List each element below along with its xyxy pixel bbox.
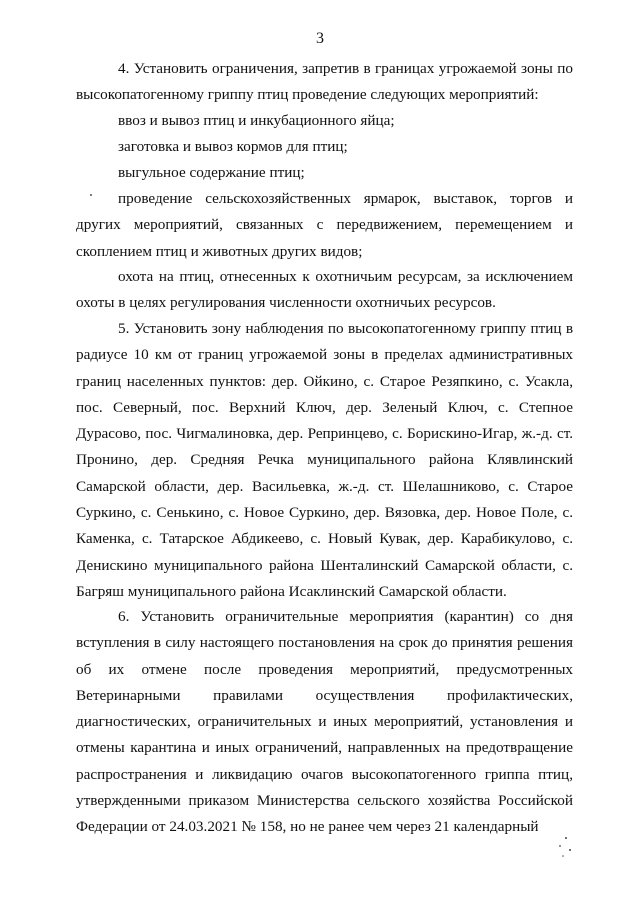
paragraph-6: 6. Установить ограничительные мероприятия (карантин) со дня вступления в силу настоящего постановления на срок до принятия решения об их отмене после проведения мероприятий, предусмотренных Ветеринарными правилами осуществления профилактических, диагностических, ограничительных и иных мероприятий, установления и отмены карантина и иных ограничений, направленных на предотвращение распространения и ликвидацию очагов высокопатогенного гриппа птиц, утвержденными приказом Министерства сельского хозяйства Российской Федерации от 24.03.2021 № 158, но не ранее чем через 21 календарный (76, 608, 573, 836)
paragraph-4: 4. Установить ограничения, запретив в границах угрожаемой зоны по высокопатогенному гриппу птиц проведение следующих мероприятий: (76, 60, 573, 104)
list-item-feed: заготовка и вывоз кормов для птиц; (118, 138, 348, 155)
list-item-hunting: охота на птиц, отнесенных к охотничьим ресурсам, за исключением охоты в целях регулирования численности охотничьих ресурсов. (76, 268, 573, 312)
scan-speck (552, 832, 582, 862)
list-item-import: ввоз и вывоз птиц и инкубационного яйца; (118, 112, 395, 129)
page-number: 3 (316, 30, 324, 47)
scan-speck (88, 190, 94, 200)
list-item-fairs: проведение сельскохозяйственных ярмарок, выставок, торгов и других мероприятий, связанных с передвижением, перемещением и скоплением птиц и животных других видов; (76, 190, 573, 260)
paragraph-5: 5. Установить зону наблюдения по высокопатогенному гриппу птиц в радиусе 10 км от границ угрожаемой зоны в пределах административных границ населенных пунктов: дер. Ойкино, с. Старое Резяпкино, с. Усакла, пос. Северный, пос. Верхний Ключ, дер. Зеленый Ключ, с. Степное Дурасово, пос. Чигмалиновка, дер. Репринцево, с. Борискино-Игар, ж.-д. ст. Пронино, дер. Средняя Речка муниципального района Клявлинский Самарской области, дер. Васильевка, ж.-д. ст. Шелашниково, с. Старое Суркино, с. Сенькино, с. Новое Суркино, дер. Вязовка, дер. Новое Поле, с. Каменка, с. Татарское Абдикеево, с. Новый Кувак, дер. Карабикулово, с. Денискино муниципального района Шенталинский Самарской области, с. Багряш муниципального района Исаклинский Самарской области. (76, 320, 573, 600)
list-item-free-range: выгульное содержание птиц; (118, 164, 305, 181)
